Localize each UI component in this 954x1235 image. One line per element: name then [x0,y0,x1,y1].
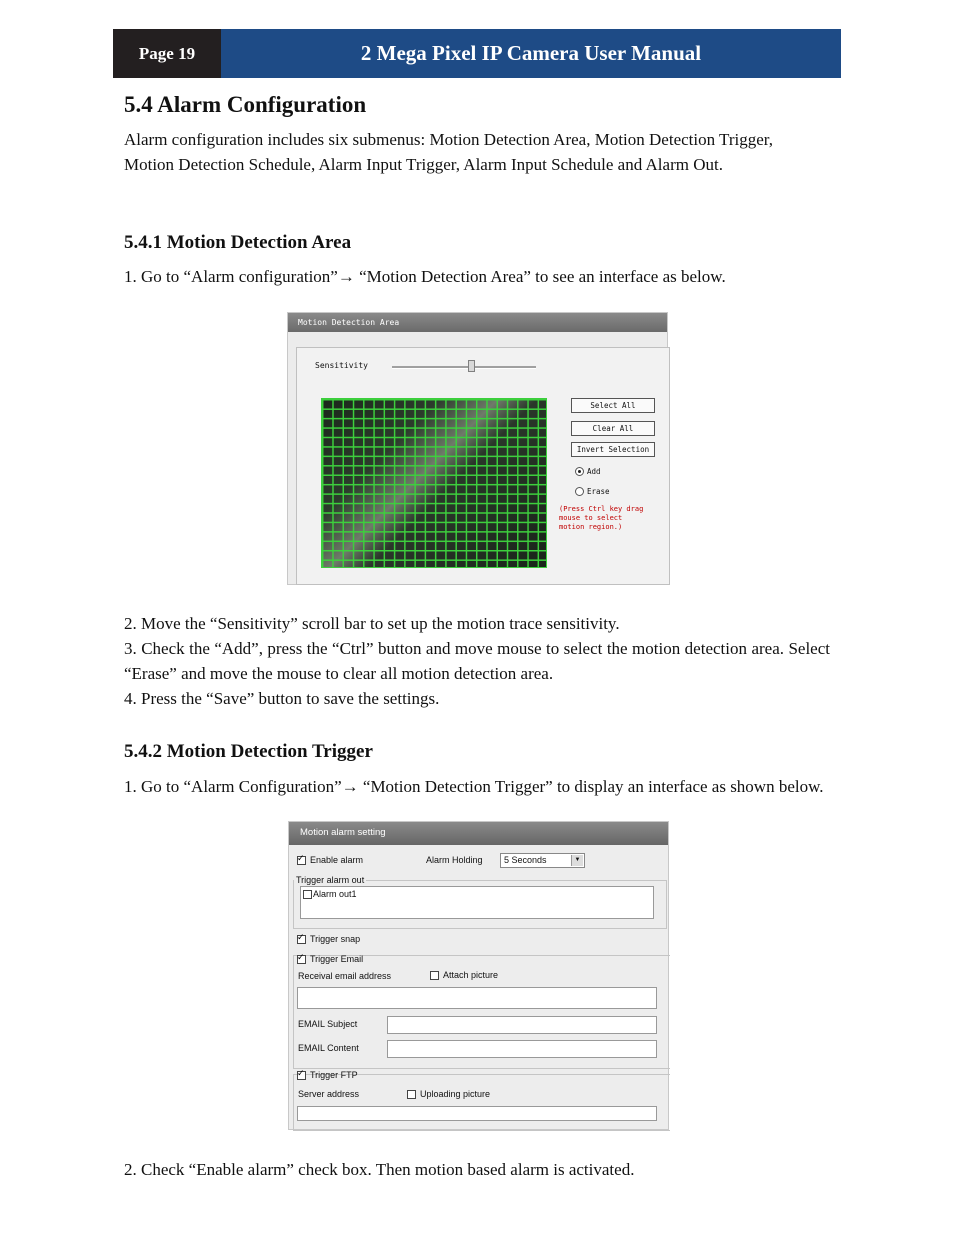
manual-title: 2 Mega Pixel IP Camera User Manual [221,29,841,78]
clear-all-button[interactable]: Clear All [571,421,655,436]
alarm-out1-check[interactable] [303,890,312,899]
select-all-button[interactable]: Select All [571,398,655,413]
motion-area-step4: 4. Press the “Save” button to save the settings. [124,689,440,708]
trigger-email-label: Trigger Email [310,954,364,964]
alarm-holding-select[interactable] [500,853,585,868]
uploading-picture-checkbox[interactable] [407,1089,490,1099]
alarm-out1-label: Alarm out1 [313,889,357,899]
enable-alarm-check[interactable] [297,856,306,865]
page-number-badge: Page 19 [113,29,221,78]
server-address-label: Server address [298,1089,360,1099]
motion-area-panel [296,347,670,585]
receival-email-label: Receival email address [298,971,392,981]
email-content-label: EMAIL Content [298,1043,359,1053]
attach-picture-label: Attach picture [443,970,499,980]
invert-selection-button[interactable]: Invert Selection [571,442,655,457]
motion-trigger-step2: 2. Check “Enable alarm” check box. Then motion based alarm is activated. [124,1160,635,1179]
sensitivity-slider[interactable] [392,366,536,369]
trigger-snap-label: Trigger snap [310,934,361,944]
motion-area-step2: 2. Move the “Sensitivity” scroll bar to set up the motion trace sensitivity. [124,614,620,633]
server-address-field[interactable] [297,1106,657,1121]
email-subject-label: EMAIL Subject [298,1019,358,1029]
trigger-ftp-checkbox[interactable] [297,1070,358,1080]
radio-add[interactable] [575,467,601,476]
trigger-snap-check[interactable] [297,935,306,944]
email-content-field[interactable] [387,1040,657,1058]
trigger-email-checkbox[interactable] [297,954,363,964]
trigger-snap-checkbox[interactable] [297,934,360,944]
uploading-picture-label: Uploading picture [420,1089,491,1099]
section-title: 5.4 Alarm Configuration [124,92,367,117]
radio-add-indicator[interactable] [575,467,584,476]
attach-picture-checkbox[interactable] [430,970,498,980]
chevron-down-icon[interactable]: ▼ [571,855,583,866]
motion-trigger-step1: 1. Go to “Alarm Configuration”→ “Motion Detection Trigger” to display an interface as shown below. [124,777,824,796]
radio-add-label: Add [587,467,601,476]
receival-email-field[interactable] [297,987,657,1009]
radio-erase[interactable] [575,487,610,496]
window-title: Motion alarm setting [289,822,668,845]
motion-detection-grid[interactable] [321,398,547,568]
motion-area-step1: 1. Go to “Alarm configuration”→ “Motion Detection Area” to see an interface as below. [124,267,726,286]
ctrl-drag-hint: (Press Ctrl key drag mouse to select motion region.) [559,505,644,531]
subsection-title-motion-trigger: 5.4.2 Motion Detection Trigger [124,741,373,762]
trigger-email-check[interactable] [297,955,306,964]
enable-alarm-label: Enable alarm [310,855,364,865]
enable-alarm-checkbox[interactable] [297,855,363,865]
sensitivity-label: Sensitivity [315,361,368,370]
radio-erase-indicator[interactable] [575,487,584,496]
motion-detection-area-screenshot [287,312,668,585]
radio-erase-label: Erase [587,487,610,496]
uploading-picture-check[interactable] [407,1090,416,1099]
trigger-ftp-check[interactable] [297,1071,306,1080]
email-subject-field[interactable] [387,1016,657,1034]
window-title: Motion Detection Area [288,313,667,332]
section-intro: Alarm configuration includes six submenus: Motion Detection Area, Motion Detection Trigger, Motion Detection Schedule, Alarm Input Trigger, Alarm Input Schedule and Alarm Out. [124,130,773,174]
alarm-holding-label: Alarm Holding [426,855,483,865]
motion-area-step3: 3. Check the “Add”, press the “Ctrl” button and move mouse to select the motion detection area. Select “Erase” and move the mouse to clear all motion detection area. [124,639,830,683]
motion-alarm-setting-screenshot [288,821,669,1130]
attach-picture-check[interactable] [430,971,439,980]
trigger-ftp-label: Trigger FTP [310,1070,358,1080]
sensitivity-slider-thumb[interactable] [468,360,475,372]
alarm-out1-checkbox[interactable] [303,889,357,899]
trigger-ftp-group [293,1074,670,1131]
subsection-title-motion-area: 5.4.1 Motion Detection Area [124,232,352,253]
alarm-holding-value: 5 Seconds [504,855,547,865]
trigger-alarm-out-legend: Trigger alarm out [296,875,365,885]
